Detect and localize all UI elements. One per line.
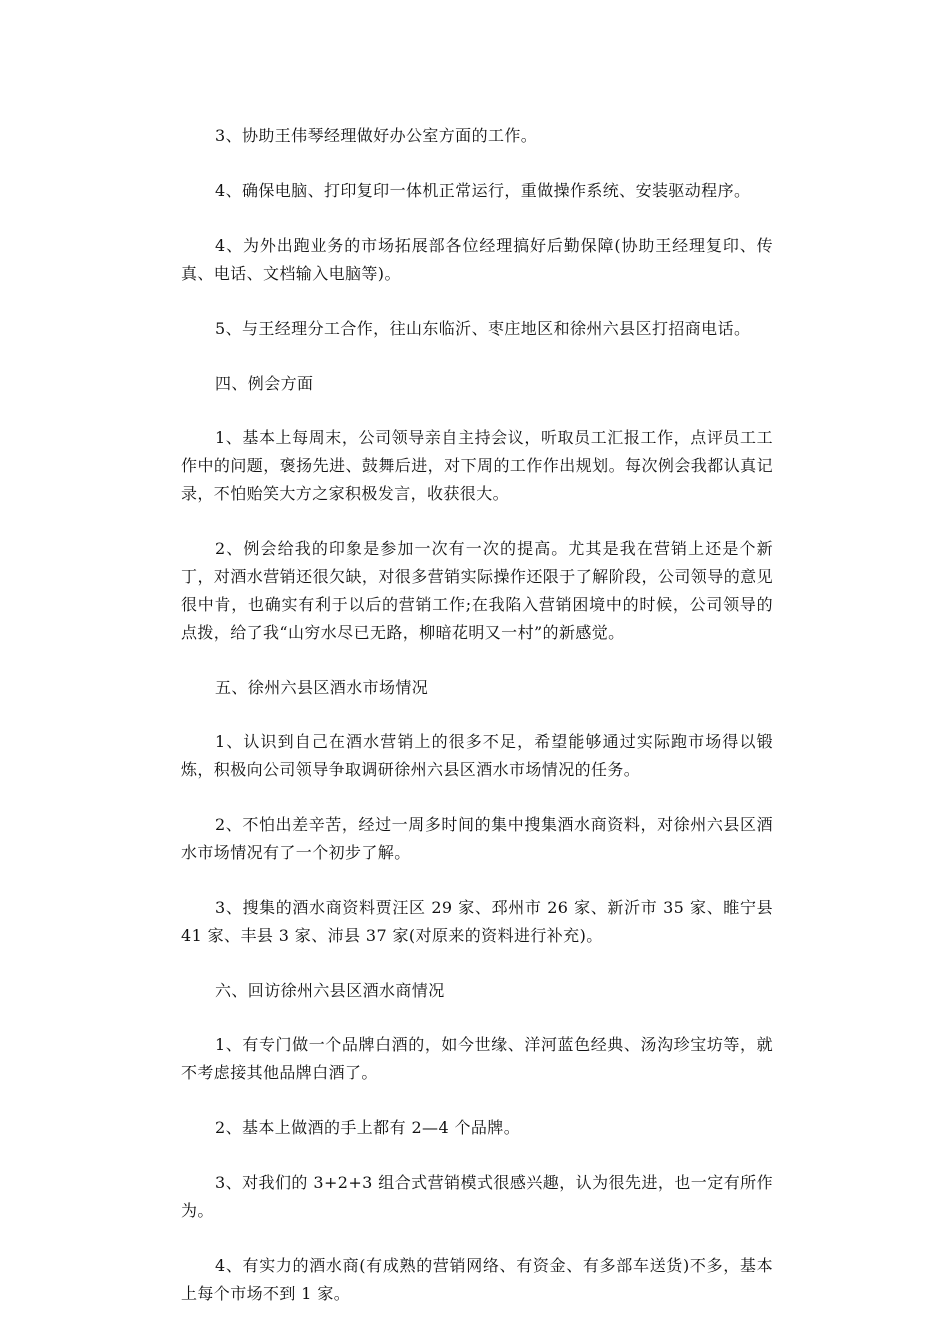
paragraph-item-5-phone-calls: 5、与王经理分工合作，往山东临沂、枣庄地区和徐州六县区打招商电话。 [215, 319, 751, 338]
section-heading-market-situation: 五、徐州六县区酒水市场情况 [215, 678, 429, 697]
paragraph-market-3: 3、搜集的酒水商资料贾汪区 29 家、邳州市 26 家、新沂市 35 家、睢宁县 41 家、丰县 3 家、沛县 37 家(对原来的资料进行补充)。 [181, 898, 773, 945]
paragraph-market-2: 2、不怕出差辛苦，经过一周多时间的集中搜集酒水商资料，对徐州六县区酒水市场情况有了一个初步了解。 [181, 815, 773, 862]
paragraph-market-1: 1、认识到自己在酒水营销上的很多不足，希望能够通过实际跑市场得以锻炼，积极向公司领导争取调研徐州六县区酒水市场情况的任务。 [181, 732, 773, 779]
section-heading-meetings: 四、例会方面 [215, 374, 314, 393]
paragraph-visits-3: 3、对我们的 3+2+3 组合式营销模式很感兴趣，认为很先进，也一定有所作为。 [181, 1173, 773, 1220]
paragraph-item-4-logistics-support: 4、为外出跑业务的市场拓展部各位经理搞好后勤保障(协助王经理复印、传真、电话、文档输入电脑等)。 [181, 236, 773, 283]
paragraph-item-3-assist-office: 3、协助王伟琴经理做好办公室方面的工作。 [215, 126, 538, 145]
paragraph-visits-4: 4、有实力的酒水商(有成熟的营销网络、有资金、有多部车送货)不多，基本上每个市场不到 1 家。 [181, 1256, 773, 1303]
paragraph-visits-1: 1、有专门做一个品牌白酒的，如今世缘、洋河蓝色经典、汤沟珍宝坊等，就不考虑接其他品牌白酒了。 [181, 1035, 773, 1082]
paragraph-item-4-computer-maintenance: 4、确保电脑、打印复印一体机正常运行，重做操作系统、安装驱动程序。 [215, 181, 751, 200]
document-page [181, 122, 773, 1335]
paragraph-meetings-2: 2、例会给我的印象是参加一次有一次的提高。尤其是我在营销上还是个新丁，对酒水营销还很欠缺，对很多营销实际操作还限于了解阶段，公司领导的意见很中肯，也确实有利于以后的营销工作;在我陷入营销困境中的时候，公司领导的点拨，给了我“山穷水尽已无路，柳暗花明又一村”的新感觉。 [181, 539, 773, 642]
paragraph-meetings-1: 1、基本上每周末，公司领导亲自主持会议，听取员工汇报工作，点评员工工作中的问题，褒扬先进、鼓舞后进，对下周的工作作出规划。每次例会我都认真记录，不怕贻笑大方之家积极发言，收获很大。 [181, 428, 773, 503]
section-heading-dealer-visits: 六、回访徐州六县区酒水商情况 [215, 981, 445, 1000]
paragraph-visits-2: 2、基本上做酒的手上都有 2—4 个品牌。 [215, 1118, 521, 1137]
